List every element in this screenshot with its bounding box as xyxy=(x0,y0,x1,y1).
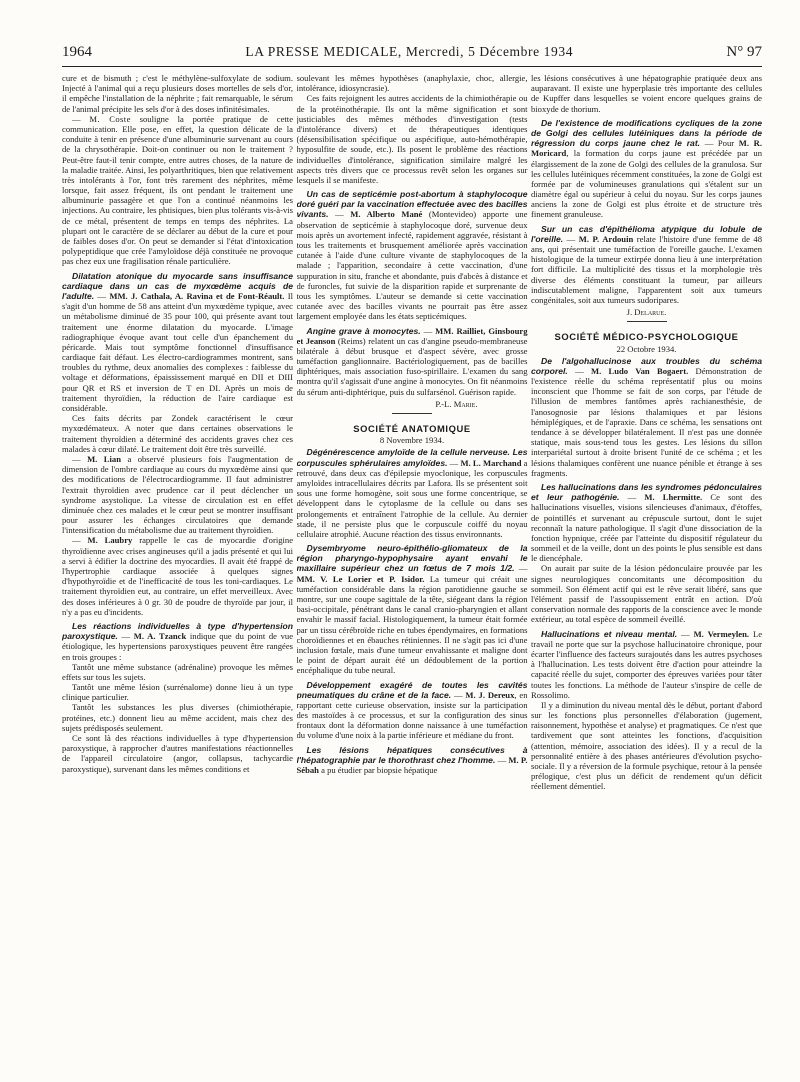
section-title: SOCIÉTÉ ANATOMIQUE xyxy=(353,423,471,434)
paragraph: les lésions consécutives à une hépatographie pratiquée deux ans auparavant. Il existe une hyperplasie très importante des cellules de Kupffer dans lesquelles se voient encore quelques grains de bioxyde de thorium. xyxy=(531,73,762,114)
paragraph: — M. Lian a observé plusieurs fois l'augmentation de dimension de l'ombre cardiaque au cours du myxœdème ainsi que des modifications de l'électrocardiogramme. Il faut administrer l'extrait thyroïdien avec prudence car il peut déclencher un syndrome asystolique. La vitesse de circulation est en effet diminuée chez ces malades et le cœur peut se montrer insuffisant pour assurer les échanges circulatoires que demande l'intensification du métabolisme due au traitement thyroïdien. xyxy=(62,453,293,536)
paragraph: Sur un cas d'épithélioma atypique du lobule de l'oreille. — M. P. Ardouin relate l'histoire d'une femme de 48 ans, qui présentait une tuméfaction de l'oreille gauche. L'examen histologique de la tumeur extirpée donna lieu à une interprétation fort difficile. La multiplicité des tissus et la morphologie très diverse des éléments constituant la tumeur, par ailleurs indiscutablement maligne, l'apparentent soit aux tumeurs congénitales, soit aux tumeurs sudoripares. xyxy=(531,223,762,305)
paragraph: De l'algohallucinose aux troubles du schéma corporel. — M. Ludo Van Bogaert. Démonstration de l'existence réelle du schéma représentatif plus ou moins inconscient que l'homme se fait de son corps, par l'étude de l'illusion de membres fantômes après rachianesthésie, de l'anosognosie par lésions thalamiques et par lésions hémiplégiques, et de l'apraxie. Dans ce schéma, les sensations ont tendance à se développer bilatéralement. Il n'est pas une donnée statique, mais sous-tend tous les gestes. Les lésions du sillon interpariétal surtout à droite brisent l'unité de ce schéma ; et les lésions thalamiques confèrent une nuance pénible et étrange à ses fragments. xyxy=(531,355,762,478)
paragraph: Dysembryome neuro-épithélio-gliomateux de la région pharyngo-hypophysaire ayant envahi le maxillaire supérieur chez un fœtus de 7 mois 1/2. — MM. V. Le Lorier et P. Isidor. La tumeur qui créait une tuméfaction considérable dans la région parotidienne gauche se montre, sur une coupe sagittale de la tête, siégeant dans la région basi-occipitale, pénétrant dans le canal cranio-pharyngien et allant envahir le massif facial. Histologiquement, la tumeur était formée par un tissu cérébroïde riche en tubes épendymaires, en formations choroïdiennes et en ébauches rétiniennes. Il ne s'agit pas ici d'une inclusion fœtale, mais d'une tumeur envahissante et maligne dont le point de départ aurait été un dédoublement de la portion encéphalique du tube neural. xyxy=(296,543,528,676)
author: M. Coste xyxy=(89,113,131,124)
paragraph: Tantôt les substances les plus diverses (chimiothérapie, protéines, etc.) donnent lieu au même accident, mais chez des sujets prédisposés seulement. xyxy=(62,702,293,733)
paragraph: — M. Laubry rappelle le cas de myocardie d'origine thyroïdienne avec crises angineuses qu'il a jadis présenté et qui lui a servi à édifier la doctrine des myocardies. Il avait été frappé de l'hypertrophie cardiaque associée à quelques signes d'hypothyroïdie et de l'inefficacité de tous les toni-cardiaques. Le traitement thyroïdien eut, au contraire, un effet merveilleux. Avec des doses inférieures à 0 gr. 30 de poudre de thyroïde par jour, il n'y a pas eu d'incidents. xyxy=(62,535,293,617)
paragraph: Tantôt une même lésion (surrénalome) donne lieu à un type clinique particulier. xyxy=(62,682,293,703)
paragraph: Dégénérescence amyloïde de la cellule nerveuse. Les corpuscules sphérulaires amyloïdes. — M. L. Marchand a retrouvé, dans deux cas d'épilepsie myoclonique, les corpuscules amyloïdes intracellulaires décrits par Lafora. Ils se présentent soit sous une forme homogène, soit sous une forme concentrique, se développent dans le cytoplasme de la cellule ou dans ses prolongements et entraînent l'atrophie de la cellule. Au dernier stade, il ne persiste plus que le corpuscule coiffé du noyau cellulaire atrophié. Aucune réaction des tissus environnants. xyxy=(296,447,528,539)
signature: J. Delarue. xyxy=(626,307,667,318)
paragraph-text: souligne la portée pratique de cette communication. Elle pose, en effet, la question délicate de la conduite à tenir en présence d'une albuminurie survenant au cours de la chrysothérapie. Doit-on continuer ou non le traitement ? Peut-être faut-il tenir compte, entre autres choses, de la nature de la maladie traitée. Ainsi, les polyarthritiques, bien que relativement très intolérants à l'or, font très rarement des néphrites, même lorsque, fait assez fréquent, ils ont pendant le traitement une albuminurie passagère et que l'on a continué néanmoins les injections. Au contraire, les phtisiques, bien plus tolérants vis-à-vis de ce métal, présentent de temps en temps des néphrites. La plupart ont le caractère de se déclarer au début de la cure et pour de faibles doses d'or. On peut se demander si l'état d'intoxication polypeptidique que crée l'amyloïdose déjà constituée ne provoque pas chez eux une fragilisation rénale particulière. xyxy=(62,113,293,267)
paragraph: soulevant les mêmes hypothèses (anaphylaxie, choc, allergie, intolérance, idiosyncrasie). xyxy=(296,73,528,94)
author: MM. V. Le Lorier et P. Isidor. xyxy=(296,573,425,584)
article-title: De l'existence de modifications cycliques de la zone de Golgi des cellules lutéiniques dans la période de régression du corps jaune chez le rat. xyxy=(531,117,762,149)
paragraph: Un cas de septicémie post-abortum à staphylocoque doré guéri par la vaccination effectuée avec des bacilles vivants. — M. Alberto Mané (Montevideo) apporte une observation de septicémie à staphylocoque doré, survenue deux mois après un avortement infecté, rapidement aggravée, résistant à tous les traitements et brusquement améliorée après vaccination cutanée à l'aide d'une culture vivante de staphylocoques de la malade ; l'apparition, secondaire à cette vaccination, d'une suppuration in situ, franche et abondante, puis d'abcès à distance et de furoncles, fut suivie de la disparition rapide et surprenante de tous les symptômes. L'auteur se demande si cette vaccination cutanée avec des bacilles vivants ne pourrait pas être assez largement employée dans les états septicémiques. xyxy=(296,189,528,322)
article-title: Dégénérescence amyloïde de la cellule nerveuse. Les corpuscules sphérulaires amyloïdes. xyxy=(296,447,528,468)
journal-title-line: LA PRESSE MEDICALE, Mercredi, 5 Décembre 1934 xyxy=(245,44,574,59)
author: M. P. Ardouin xyxy=(578,233,634,244)
paragraph-text: Il s'agit d'un homme de 58 ans atteint d'un myxœdème typique, avec un métabolisme diminué de 35 pour 100, qui présente avant tout traitement une énorme dilatation du myocarde. L'image radiographique évoque avant tout celle d'un épanchement du péricarde. Mais tout symptôme fonctionnel d'insuffisance cardiaque fait défaut. Les électro-cardiogrammes montrent, sans troubles du rythme, deux anomalies des complexes : faiblesse du voltage et déformations, épaississement marqué en DII et DIII pour QR et RS et inversion de T en DI. Après un mois de traitement thyroïdien, la réduction de l'aire cardiaque est considérable. xyxy=(62,290,293,413)
page-number: 1964 xyxy=(62,44,92,60)
paragraph: — M. Coste souligne la portée pratique de cette communication. Elle pose, en effet, la question délicate de la conduite à tenir en présence d'une albuminurie survenant au cours de la chrysothérapie. Doit-on continuer ou non le traitement ? Peut-être faut-il tenir compte, entre autres choses, de la nature de la maladie traitée. Ainsi, les polyarthritiques, bien que relativement très intolérants à l'or, font très rarement des néphrites, même lorsque, fait assez fréquent, ils ont pendant le traitement une albuminurie passagère et que l'on a continué néanmoins les injections. Au contraire, les phtisiques, bien plus tolérants vis-à-vis de ce métal, présentent de temps en temps des néphrites. La plupart ont le caractère de se déclarer au début de la cure et pour de faibles doses d'or. On peut se demander si l'état d'intoxication polypeptidique que crée l'amyloïdose déjà constituée ne provoque pas chez eux une fragilisation rénale particulière. xyxy=(62,113,293,267)
paragraph-text: , en rapportant cette curieuse observation, insiste sur la participation des mastoïdes à ce processus, et sur la configuration des sinus frontaux dont la déformation donne naissance à une tuméfaction du volume d'une noix à la partie inférieure et médiane du front. xyxy=(296,689,528,741)
header-rule xyxy=(62,66,762,67)
author: M. A. Tzanck xyxy=(133,631,187,642)
page-header xyxy=(62,44,762,68)
paragraph-text: Démonstration de l'existence réelle du schéma représentatif plus ou moins inconscient que l'homme se fait de son corps, par l'étude de l'illusion de membres fantômes après rachianesthésie, de l'anosognosie par lésions thalamiques et par lésions hémiplégiques, et de l'apraxie. Dans ce schéma, les sensations ont tendance à se développer bilatéralement. Il n'est pas une donnée statique, mais sous-tend tous les gestes. Les lésions du sillon interpariétal surtout à droite brisent l'unité de ce schéma ; et les lésions thalamiques confèrent une nuance pénible et étrange à ses fragments. xyxy=(531,365,762,478)
paragraph-text: a retrouvé, dans deux cas d'épilepsie myoclonique, les corpuscules amyloïdes intracellulaires décrits par Lafora. Ils se présentent soit sous une forme homogène, soit sous une forme concentrique, se développent dans le cytoplasme de la cellule ou dans ses prolongements et entraînent l'atrophie de la cellule. Au dernier stade, il ne persiste plus que le corpuscule coiffé du noyau cellulaire atrophié. Aucune réaction des tissus environnants. xyxy=(296,457,528,539)
paragraph: cure et de bismuth ; c'est le méthylène-sulfoxylate de sodium. Injecté à l'animal qui a reçu plusieurs doses mortelles de sels d'or, il empêche l'installation de la néphrite ; fait remarquable, le sérum de l'animal précipite les sels d'or à des doses infinitésimales. xyxy=(62,73,293,114)
article-title: Les lésions hépatiques consécutives à l'hépatographie par le thorothrast chez l'homme. xyxy=(296,744,528,765)
article-title: De l'algohallucinose aux troubles du schéma corporel. xyxy=(531,355,762,376)
paragraph-text: Ce sont des hallucinations visuelles, visions silencieuses d'animaux, d'étoffes, de pointillés et survenant au crépuscule surtout, dont le sujet reconnaît la nature pathologique. Il s'agit d'une dissociation de la fonction hypnique, créée par l'atteinte du dispositif régulateur du sommeil et de la veille, dont un des points le plus sensible est dans le diencéphale. xyxy=(531,492,762,564)
article-title: Les réactions individuelles à type d'hypertension paroxystique. xyxy=(62,620,293,642)
article-title: Sur un cas d'épithélioma atypique du lobule de l'oreille. xyxy=(531,223,762,244)
paragraph-text: (Montevideo) apporte une observation de septicémie à staphylocoque doré, survenue deux mois après un avortement infecté, rapidement aggravée, résistant à tous les traitements et brusquement améliorée après vaccination cutanée à l'aide d'une culture vivante de staphylocoques de la malade ; l'apparition, secondaire à cette vaccination, d'une suppuration in situ, franche et abondante, puis d'abcès à distance et de furoncles, fut suivie de la disparition rapide et surprenante de tous les symptômes. L'auteur se demande si cette vaccination cutanée avec des bacilles vivants ne pourrait pas être assez largement employée dans les états septicémiques. xyxy=(296,209,528,322)
section-divider xyxy=(392,413,432,414)
author: MM. J. Cathala, A. Ravina et de Font-Réault. xyxy=(109,290,285,301)
author: M. Laubry xyxy=(87,535,133,546)
article-title: Dysembryome neuro-épithélio-gliomateux de la région pharyngo-hypophysaire ayant envahi le maxillaire supérieur chez un fœtus de 7 mois 1/2. xyxy=(296,543,528,574)
article-title: Les hallucinations dans les syndromes pédonculaires et leur pathogénie. xyxy=(531,481,762,503)
paragraph-text: rappelle le cas de myocardie d'origine thyroïdienne avec crises angineuses qu'il a jadis présenté et qui lui a servi à édifier la doctrine des myocardies. Il avait été frappé de l'hypertrophie cardiaque associée à quelques signes d'hypothyroïdie et de l'inefficacité de tous les toni-cardiaques. Le traitement thyroïdien eut, au contraire, un effet merveilleux. Avec des doses inférieures à 0 gr. 30 de poudre de thyroïde par jour, il n'y a pas eu d'incidents. xyxy=(62,535,293,617)
article-title: Dilatation atonique du myocarde sans insuffisance cardiaque dans un cas de myxœdème acquis de l'adulte. xyxy=(62,270,293,301)
paragraph: Ces faits rejoignent les autres accidents de la chimiothérapie ou de la protéinothérapie. Ils ont la même signification et sont justiciables des mêmes méthodes d'investigation (tests d'intolérance divers) et de thérapeutiques identiques (désensibilisation spécifique ou aspécifique, auto-hémothérapie, hyposulfite de soude, etc.). Ils posent le problème des réactions individuelles d'intolérance, signification similaire malgré les aspects très divers que ce processus revêt selon les organes sur lesquels il se manifeste. xyxy=(296,93,528,185)
author: M. Ludo Van Bogaert. xyxy=(590,365,689,376)
author: M. Lhermitte. xyxy=(644,492,703,503)
author: M. Lian xyxy=(87,453,121,464)
paragraph-text: a pu étudier par biopsie hépatique xyxy=(318,765,438,775)
paragraph: Les lésions hépatiques consécutives à l'hépatographie par le thorothrast chez l'homme. — M. P. Sébah a pu étudier par biopsie hépatique xyxy=(296,744,528,775)
section-date: 8 Novembre 1934. xyxy=(379,435,445,446)
section-title: SOCIÉTÉ MÉDICO-PSYCHOLOGIQUE xyxy=(554,331,739,343)
issue-number: N° 97 xyxy=(726,44,762,60)
journal-title: LA PRESSE MEDICALE xyxy=(245,44,398,59)
paragraph: De l'existence de modifications cycliques de la zone de Golgi des cellules lutéiniques dans la période de régression du corps jaune chez le rat. — Pour M. R. Moricard, la formation du corps jaune est précédée par un élargissement de la zone de Golgi des cellules de la granulosa. Sur les cellules lutéiniques récemment constituées, la zone de Golgi est formée par de volumineuses granulations qui s'étalent sur un diamètre égal ou supérieur à celui du noyau. Sur les corps jaunes anciens la zone de Golgi est plus étroite et de structure très finement granuleuse. xyxy=(531,117,762,220)
paragraph: Il y a diminution du niveau mental dès le début, portant d'abord sur les fonctions plus personnelles d'élaboration (jugement, raisonnement, hypothèse et analyse) et pragmatiques. Ce n'est que tardivement que sont atteintes les fonctions, d'acquisition (attention, mémoire, association des idées). Il y a recul de la personnalité entière à des phases antérieures d'évolution psycho-sociale. Il y a réversion de la formule psychique, retour à la pensée prélogique, c'est plus un déficit de rendement qu'un déficit réellement démentiel. xyxy=(531,699,762,792)
paragraph-text: (Reims) relatent un cas d'angine pseudo-membraneuse bilatérale à début brusque et d'aspect sévère, avec grosse tuméfaction ganglionnaire. Bactériologiquement, pas de bacilles diphtériques, mais association fuso-spirillaire. L'examen du sang montra qu'il s'agissait d'une angine à monocytes. On fit néanmoins du sérum anti-diphtérique, puis du sulfarsénol. Guérison rapide. xyxy=(296,335,528,397)
paragraph-text: indique que du point de vue étiologique, les hypertensions paroxystiques peuvent être rangées en trois groupes : xyxy=(62,631,293,662)
article-title: Un cas de septicémie post-abortum à staphylocoque doré guéri par la vaccination effectuée avec des bacilles vivants. xyxy=(296,189,528,220)
paragraph-text: a observé plusieurs fois l'augmentation de dimension de l'ombre cardiaque au cours du myxœdème ainsi que des modifications de l'électrocardiogramme. Il faut administrer l'extrait thyroïdien avec prudence car il peut déclencher un syndrome asystolique. La vitesse de circulation est en effet diminuée chez ces malades et le cœur peut se montrer insuffisant pour assurer les échanges circulatoires que demande l'intensification du métabolisme due au traitement thyroïdien. xyxy=(62,453,293,536)
author: M. L. Marchand xyxy=(460,457,522,468)
paragraph: Ces faits décrits par Zondek caractérisent le cœur myxœdémateux. A noter que dans certaines observations le traitement thyroïdien a déterminé des accidents graves chez ces malades à cœur dilaté. Le traitement doit être très surveillé. xyxy=(62,413,293,454)
paragraph: On aurait par suite de la lésion pédonculaire prouvée par les signes neurologiques concomitants une décomposition du sommeil. Son élément actif qui est le rêve serait libéré, sans que l'élément passif de l'assoupissement entrât en action. D'où conservation normale des rapports de la conscience avec le monde extérieur, au total espèce de sommeil éveillé. xyxy=(531,563,762,625)
paragraph: Hallucinations et niveau mental. — M. Vermeylen. Le travail ne porte que sur la psychose hallucinatoire chronique, pour écarter l'influence des facteurs surajoutés dans les autres psychoses à l'hallucination. Les tests doivent être d'action pour atteindre la capacité réelle du sujet, comporter des épreuves variées pour tâter toutes les fonctions. La méthode de l'auteur s'inspire de celle de Rossolimo. xyxy=(531,628,762,700)
section-divider xyxy=(627,321,667,322)
paragraph: Les hallucinations dans les syndromes pédonculaires et leur pathogénie. — M. Lhermitte. Ce sont des hallucinations visuelles, visions silencieuses d'animaux, d'étoffes, de pointillés et survenant au crépuscule surtout, dont le sujet reconnaît la nature pathologique. Il s'agit d'une dissociation de la fonction hypnique, créée par l'atteinte du dispositif régulateur du sommeil et de la veille, dont un des points le plus sensible est dans le diencéphale. xyxy=(531,481,762,564)
issue-date: Mercredi, 5 Décembre 1934 xyxy=(405,44,574,59)
article-columns xyxy=(62,73,762,1076)
paragraph: Tantôt une même substance (adrénaline) provoque les mêmes effets sur tous les sujets. xyxy=(62,661,293,682)
paragraph-text: , la formation du corps jaune est précédée par un élargissement de la zone de Golgi des cellules de la granulosa. Sur les cellules lutéiniques récemment constituées, la zone de Golgi est formée par de volumineuses granulations qui s'étalent sur un diamètre égal ou supérieur à celui du noyau. Sur les corps jaunes anciens la zone de Golgi est plus étroite et de structure très finement granuleuse. xyxy=(531,148,762,220)
article-title: Angine grave à monocytes. xyxy=(306,325,421,336)
author: MM. Railliet, Ginsbourg et Jeanson xyxy=(296,325,528,346)
column-1 xyxy=(62,73,293,1076)
author: M. Alberto Mané xyxy=(350,209,423,220)
article-title: Hallucinations et niveau mental. xyxy=(541,628,678,639)
author: M. R. Moricard xyxy=(531,138,762,159)
author: M. Vermeylen. xyxy=(693,628,750,639)
paragraph-text: La tumeur qui créait une tuméfaction considérable dans la région parotidienne gauche se montre, sur une coupe sagittale de la tête, siégeant dans la région basi-occipitale, pénétrant dans le canal cranio-pharyngien et allant envahir le massif facial. Histologiquement, la tumeur était formée par un tissu cérébroïde riche en tubes épendymaires, en formations choroïdiennes et en ébauches rétiniennes. Il ne s'agit pas ici d'une inclusion fœtale, mais d'une tumeur envahissante et maligne dont le point de départ aurait été un dédoublement de la portion encéphalique du tube neural. xyxy=(296,573,528,676)
column-3 xyxy=(531,73,762,1076)
paragraph: Les réactions individuelles à type d'hypertension paroxystique. — M. A. Tzanck indique que du point de vue étiologique, les hypertensions paroxystiques peuvent être rangées en trois groupes : xyxy=(62,620,293,662)
author: M. P. Sébah xyxy=(296,754,528,775)
paragraph: Dilatation atonique du myocarde sans insuffisance cardiaque dans un cas de myxœdème acquis de l'adulte. — MM. J. Cathala, A. Ravina et de Font-Réault. Il s'agit d'un homme de 58 ans atteint d'un myxœdème typique, avec un métabolisme diminué de 35 pour 100, qui présente avant tout traitement une énorme dilatation du myocarde. L'image radiographique évoque avant tout celle d'un épanchement du péricarde. Mais tout symptôme fonctionnel d'insuffisance cardiaque fait défaut. Les électro-cardiogrammes montrent, sans troubles du rythme, deux anomalies des complexes : faiblesse du voltage et déformations, épaississement marqué en DII et DIII pour QR et RS et inversion de T en DI. Après un mois de traitement thyroïdien, la réduction de l'aire cardiaque est considérable. xyxy=(62,270,293,413)
section-date: 22 Octobre 1934. xyxy=(616,343,677,354)
paragraph: Angine grave à monocytes. — MM. Railliet, Ginsbourg et Jeanson (Reims) relatent un cas d'angine pseudo-membraneuse bilatérale à début brusque et d'aspect sévère, avec grosse tuméfaction ganglionnaire. Bactériologiquement, pas de bacilles diphtériques, mais association fuso-spirillaire. L'examen du sang montra qu'il s'agissait d'une angine à monocytes. On fit néanmoins du sérum anti-diphtérique, puis du sulfarsénol. Guérison rapide. xyxy=(296,325,528,397)
paragraph: Développement exagéré de toutes les cavités pneumatiques du crâne et de la face. — M. J. Dereux, en rapportant cette curieuse observation, insiste sur la participation des mastoïdes à ce processus, et sur la configuration des sinus frontaux dont la déformation donne naissance à une tuméfaction du volume d'une noix à la partie inférieure et médiane du front. xyxy=(296,679,528,741)
paragraph-text: Le travail ne porte que sur la psychose hallucinatoire chronique, pour écarter l'influence des facteurs surajoutés dans les autres psychoses à l'hallucination. Les tests doivent être d'action pour atteindre la capacité réelle du sujet, comporter des épreuves variées pour tâter toutes les fonctions. La méthode de l'auteur s'inspire de celle de Rossolimo. xyxy=(531,628,762,700)
signature: P.-L. Marie. xyxy=(435,398,478,409)
author: M. J. Dereux xyxy=(465,689,515,700)
paragraph: Ce sont là des réactions individuelles à type d'hypertension paroxystique, à rapprocher d'autres manifestations réactionnelles de l'appareil circulatoire (angor, collapsus, tachycardie paroxystique), survenant dans les mêmes conditions et xyxy=(62,733,293,774)
paragraph-text: relate l'histoire d'une femme de 48 ans, qui présentait une tuméfaction de l'oreille gauche. L'examen histologique de la tumeur extirpée donna lieu à une interprétation fort difficile. La multiplicité des tissus et la morphologie très diverse des éléments constituant la tumeur, par ailleurs indiscutablement maligne, l'apparentent soit aux tumeurs congénitales, soit aux tumeurs sudoripares. xyxy=(531,233,762,305)
article-title: Développement exagéré de toutes les cavités pneumatiques du crâne et de la face. xyxy=(296,679,528,700)
column-2 xyxy=(297,73,528,1076)
